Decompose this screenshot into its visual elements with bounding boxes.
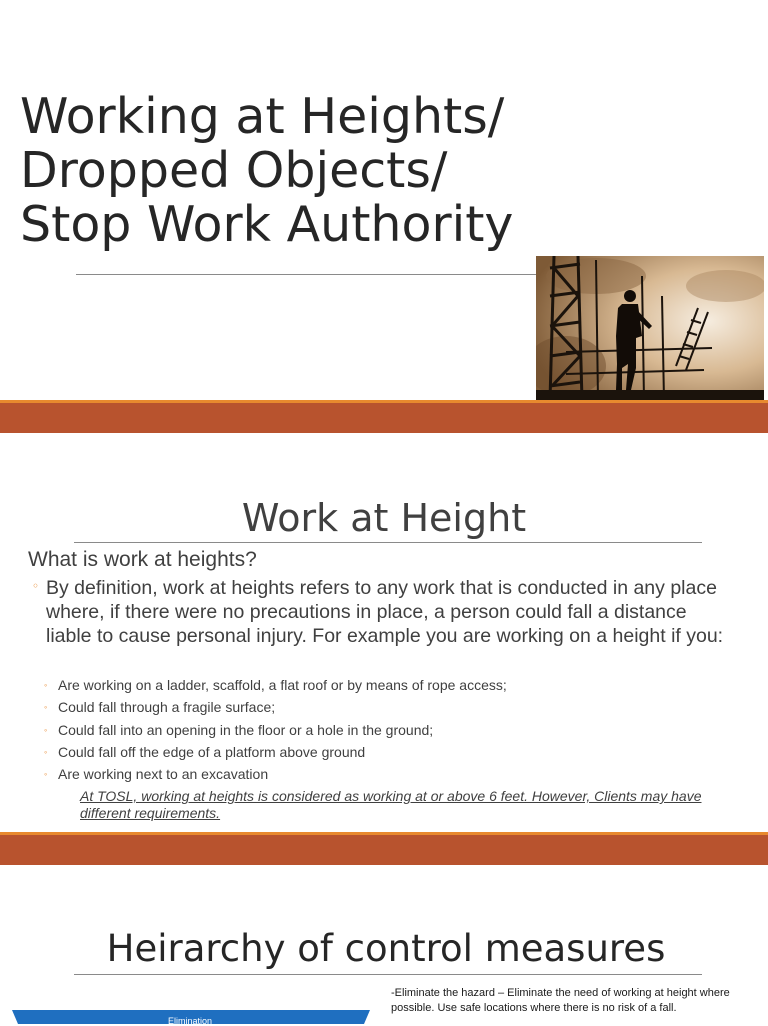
list-item: ◦ Could fall through a fragile surface; <box>44 696 744 718</box>
list-item: ◦ Are working next to an excavation <box>44 763 744 785</box>
slide-title: Heirarchy of control measures <box>106 927 666 970</box>
title-divider <box>74 974 702 975</box>
list-item: ◦ Could fall off the edge of a platform above ground <box>44 741 744 763</box>
title-line-2: Dropped Objects/ <box>20 142 448 199</box>
list-item: ◦ Could fall into an opening in the floor or a hole in the ground; <box>44 719 744 741</box>
bullet-marker-icon: ◦ <box>44 680 48 690</box>
sub-bullet-list <box>44 674 744 785</box>
elimination-description: -Eliminate the hazard – Eliminate the need of working at height where possible. Use safe locations where there is no risk of a fall. <box>391 987 730 1014</box>
bullet-marker-icon: ◦ <box>44 746 48 757</box>
slide-separator <box>0 832 768 865</box>
slide-title: Work at Height <box>241 496 527 540</box>
question-heading: What is work at heights? <box>28 548 257 571</box>
title-divider <box>76 274 536 275</box>
bullet-marker-icon: ◦ <box>44 702 48 713</box>
bullet-marker-icon: ◦ <box>32 579 40 593</box>
slide-title <box>20 90 540 252</box>
definition-bullet: By definition, work at heights refers to any work that is conducted in any place where, if there were no precautions in place, a person could fall a distance liable to cause personal injury. For example you are working on a height if you: <box>46 577 724 647</box>
slide-separator <box>0 400 768 433</box>
bullet-marker-icon: ◦ <box>44 769 48 780</box>
pyramid-label-elimination: Elimination <box>167 1016 213 1026</box>
tosl-height-note: At TOSL, working at heights is considered as working at or above 6 feet. However, Clients may have different requirements. <box>80 788 702 821</box>
title-slide <box>0 0 768 400</box>
title-line-1: Working at Heights/ <box>20 88 505 145</box>
title-line-3: Stop Work Authority <box>20 196 514 253</box>
list-item: ◦ Are working on a ladder, scaffold, a flat roof or by means of rope access; <box>44 674 744 696</box>
worker-scaffold-image <box>536 256 764 400</box>
title-divider <box>74 542 702 543</box>
bullet-marker-icon: ◦ <box>44 724 48 735</box>
